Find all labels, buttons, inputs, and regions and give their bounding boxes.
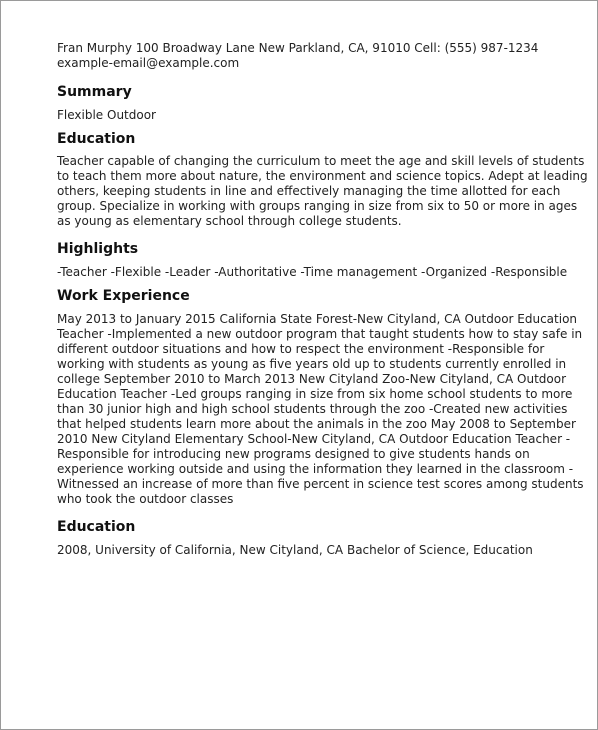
- contact-info: Fran Murphy 100 Broadway Lane New Parkland, CA, 91010 Cell: (555) 987-1234 example-email@example.com: [57, 41, 539, 70]
- highlights-text: -Teacher -Flexible -Leader -Authoritative -Time management -Organized -Responsible: [57, 265, 568, 279]
- education-degree-heading: Education: [57, 519, 136, 535]
- highlights-heading: Highlights: [57, 241, 139, 257]
- work-experience-text: May 2013 to January 2015 California State Forest-New Cityland, CA Outdoor Education Teacher -Implemented a new outdoor program that taught students how to stay safe in different outdoor situations and how to respect the environment -Responsible for working with students as young as five years old up to students currently enrolled in college September 2010 to March 2013 New Cityland Zoo-New Cityland, CA Outdoor Education Teacher -Led groups ranging in size from six home school students to more than 30 junior high and high school students through the zoo -Created new activities that helped students learn more about the animals in the zoo May 2008 to September 2010 New Cityland Elementary School-New Cityland, CA Outdoor Education Teacher -Responsible for introducing new programs designed to give students hands on experience working outside and using the information they learned in the classroom -Witnessed an increase of more than five percent in science test scores among students who took the outdoor classes: [57, 312, 584, 506]
- education-heading: Education: [57, 131, 136, 147]
- work-experience-heading: Work Experience: [57, 288, 190, 304]
- summary-heading: Summary: [57, 84, 132, 100]
- education-degree-text: 2008, University of California, New Cityland, CA Bachelor of Science, Education: [57, 543, 533, 557]
- summary-text: Flexible Outdoor: [57, 108, 156, 122]
- education-text: Teacher capable of changing the curriculum to meet the age and skill levels of students to teach them more about nature, the environment and science topics. Adept at leading others, keeping students in line and effectively managing the time allotted for each group. Specialize in working with groups ranging in size from six to 50 or more in ages as young as elementary school through college students.: [57, 154, 588, 228]
